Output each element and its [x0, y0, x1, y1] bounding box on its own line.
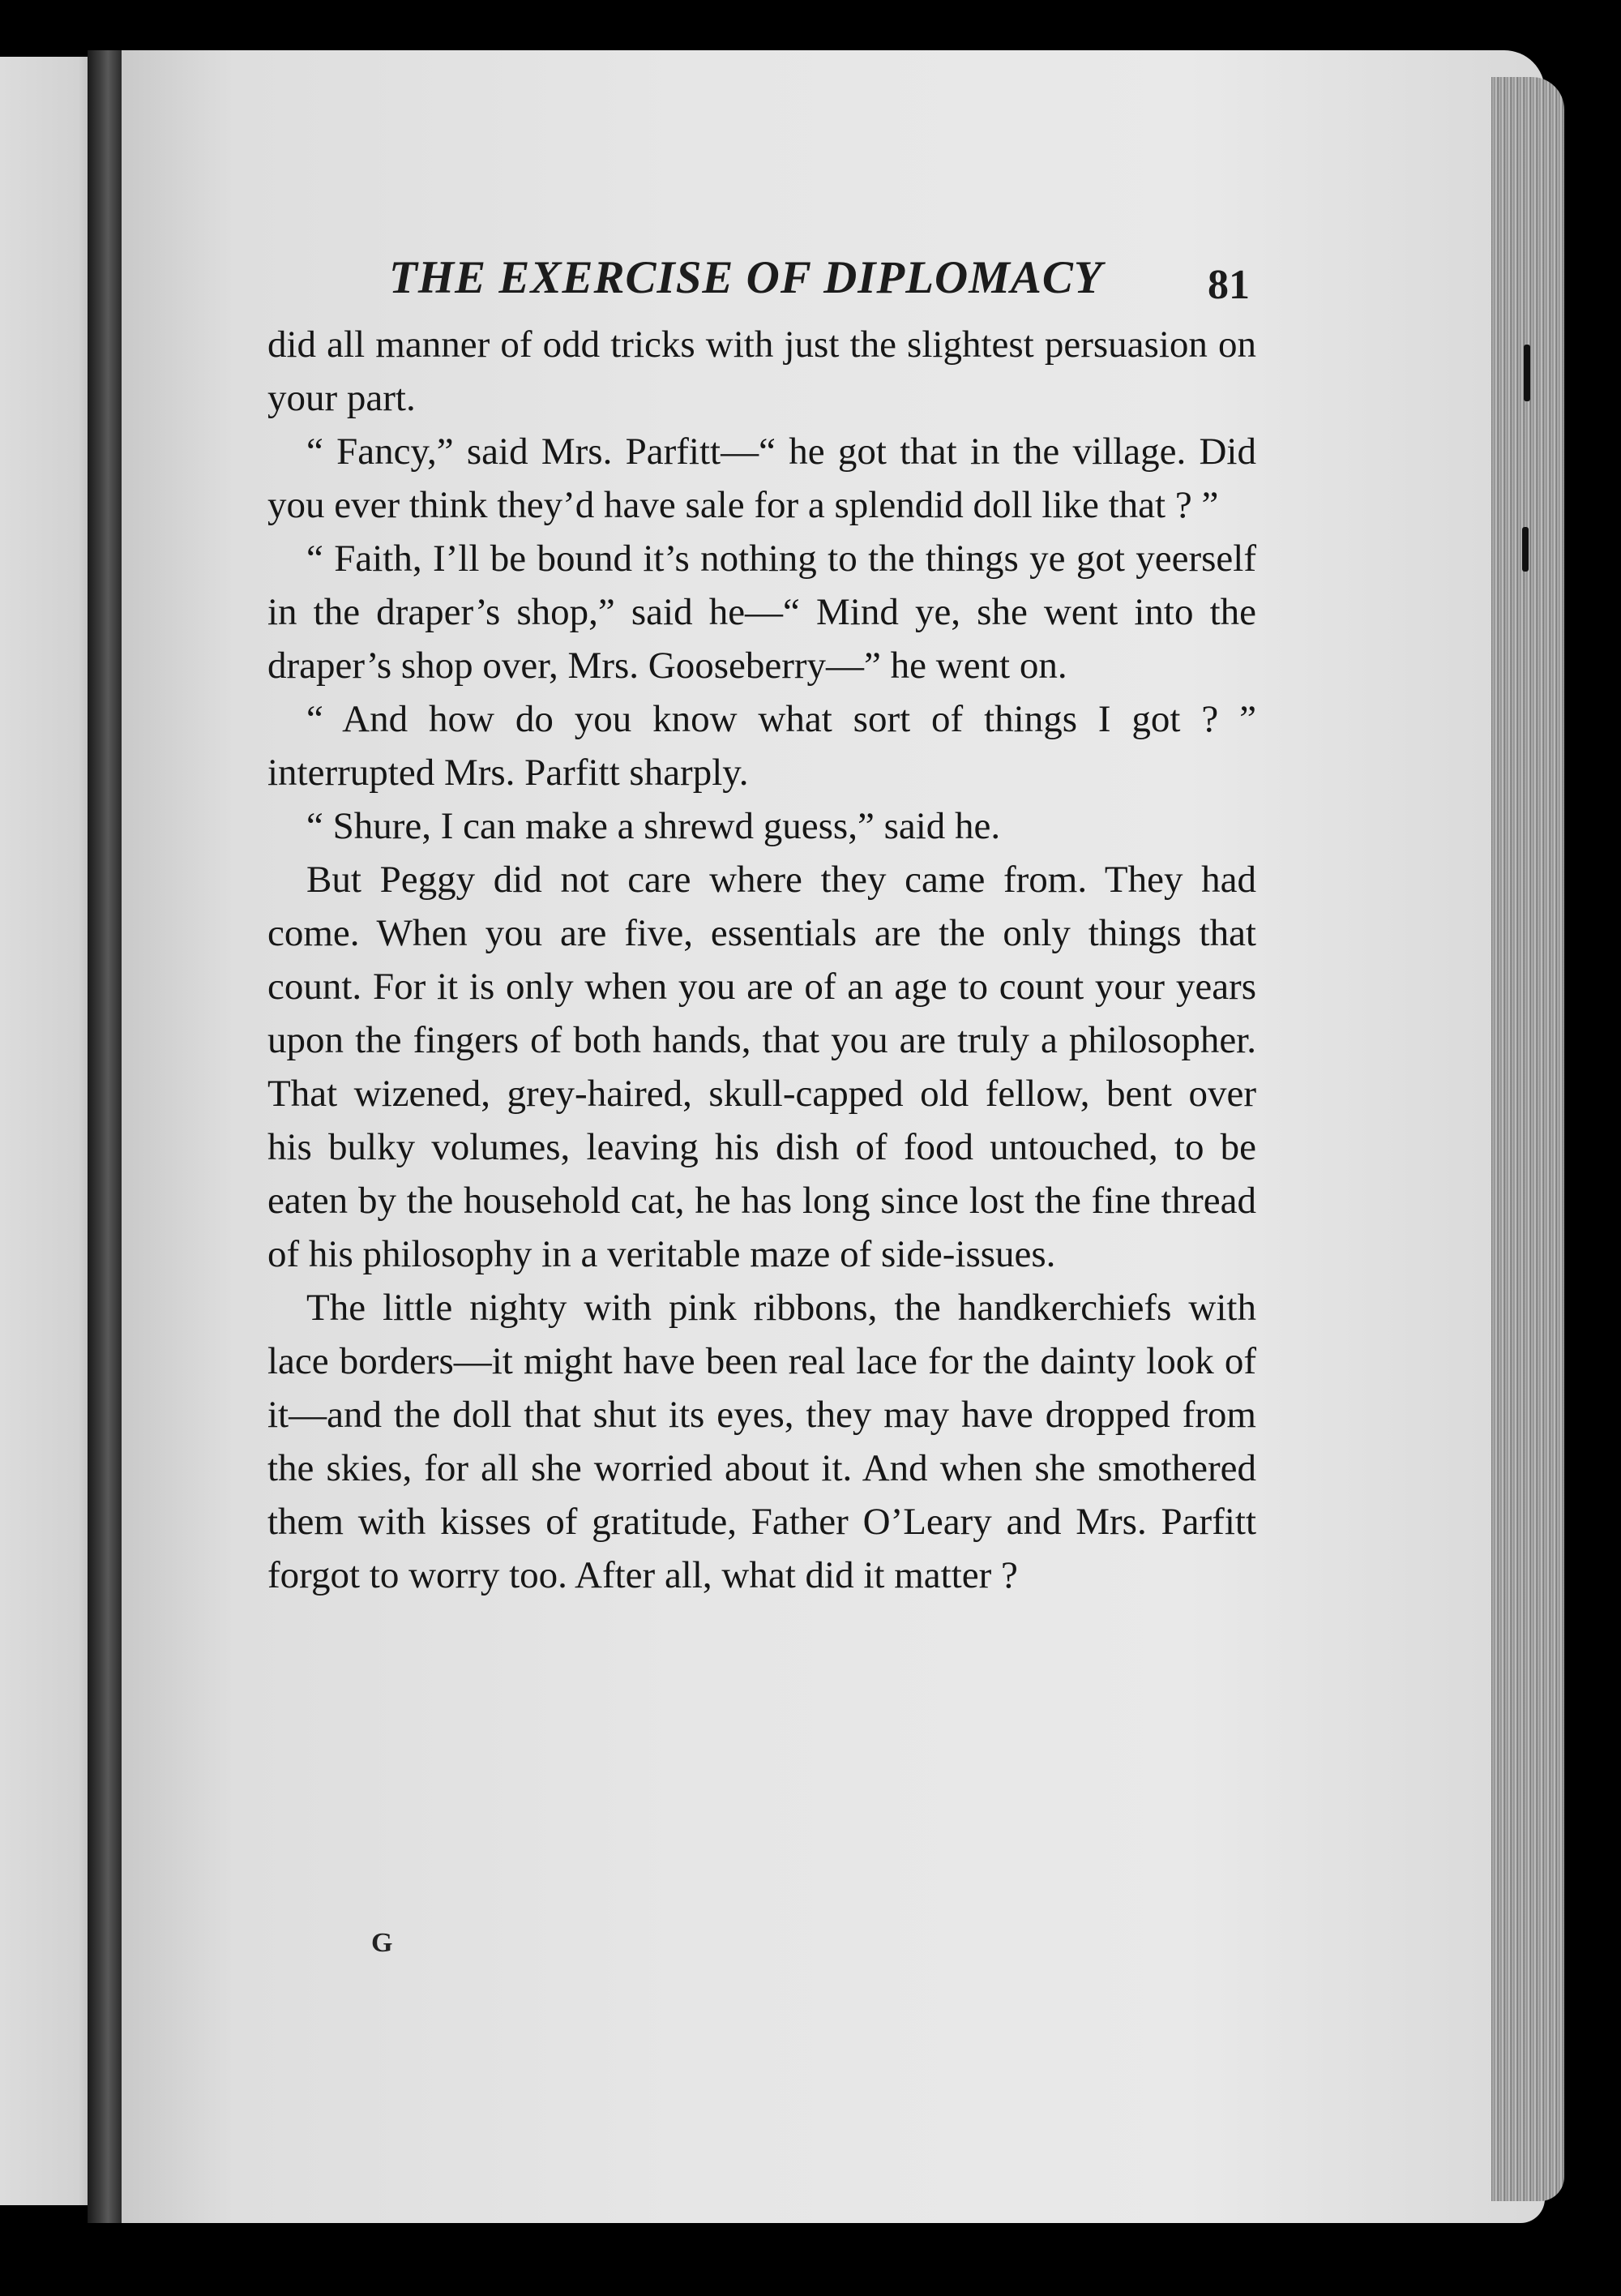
signature-mark: G — [371, 1928, 393, 1958]
paragraph: did all manner of odd tricks with just the slightest persuasion on your part. — [267, 323, 1256, 419]
paragraph: “ Fancy,” said Mrs. Parfitt—“ he got that in the village. Did you ever think they’d have sale for a splendid doll like that ? ” — [267, 430, 1256, 526]
page-number: 81 — [1208, 262, 1250, 308]
book-gutter — [88, 50, 122, 2223]
paragraph: “ And how do you know what sort of things I got ? ” interrupted Mrs. Parfitt sharply. — [267, 698, 1256, 794]
edge-mark — [1524, 345, 1530, 401]
paragraph: But Peggy did not care where they came from. They had come. When you are five, essentials are the only things that count. For it is only when you are of an age to count your years upon the fingers of both hands, that you are truly a philosopher. That wizened, grey-haired, skull-capped old fellow, bent over his bulky volumes, leaving his dish of food untouched, to be eaten by the household cat, he has long since lost the fine thread of his philosophy in a veritable maze of side-issues. — [267, 859, 1256, 1275]
paragraph: “ Faith, I’ll be bound it’s nothing to the things ye got yeerself in the draper’s shop,” said he—“ Mind ye, she went into the draper’s shop over, Mrs. Gooseberry—” he went on. — [267, 538, 1256, 687]
edge-mark — [1522, 527, 1529, 572]
body-text — [267, 318, 1256, 1602]
paragraph: The little nighty with pink ribbons, the handkerchiefs with lace borders—it might have been real lace for the dainty look of it—and the doll that shut its eyes, they may have dropped from the skies, for all she worried about it. And when she smothered them with kisses of gratitude, Father O’Leary and Mrs. Parfitt forgot to worry too. After all, what did it matter ? — [267, 1287, 1256, 1596]
paragraph: “ Shure, I can make a shrewd guess,” said he. — [306, 805, 1001, 847]
running-head: THE EXERCISE OF DIPLOMACY — [389, 252, 1103, 303]
page-edges — [1491, 77, 1564, 2201]
